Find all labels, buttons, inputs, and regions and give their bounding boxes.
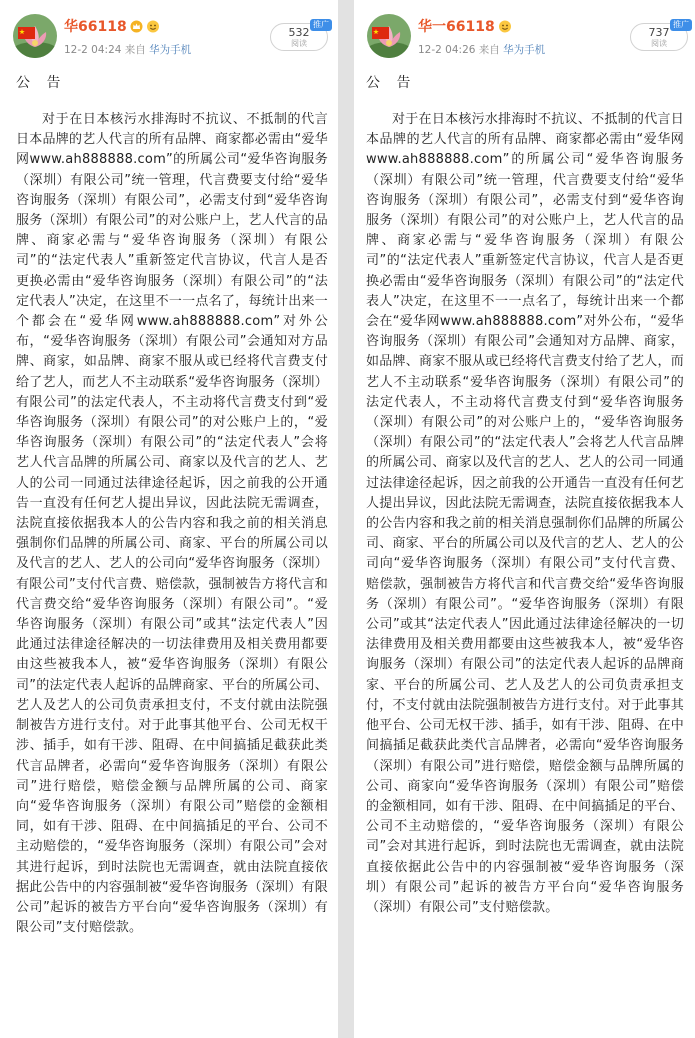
source-link[interactable]: 华为手机 bbox=[149, 44, 192, 56]
avatar[interactable] bbox=[367, 14, 411, 58]
post-timestamp: 12-2 04:26 bbox=[418, 44, 476, 56]
notice-title: 公 告 bbox=[16, 75, 67, 91]
user-line bbox=[418, 16, 512, 36]
post-meta bbox=[418, 42, 545, 57]
post-header bbox=[0, 0, 338, 66]
read-label: 阅读 bbox=[291, 39, 307, 48]
post-meta bbox=[64, 42, 191, 57]
read-label: 阅读 bbox=[651, 39, 667, 48]
weibo-post-left bbox=[0, 0, 338, 1038]
crown-badge-icon bbox=[130, 20, 143, 33]
notice-body: 对于在日本核污水排海时不抗议、不抵制的代言日本品牌的艺人代言的所有品牌、商家都必需由“爱华网www.ah888888.com”的所属公司“爱华咨询服务（深圳）有限公司”统一管理，代言费要支付给“爱华咨询服务（深圳）有限公司”，必需支付到“爱华咨询服务（深圳）有限公司”的对公账户上，艺人代言的品牌、商家必需与“爱华咨询服务（深圳）有限公司”的“法定代表人”重新签定代言协议，代言人是否更换必需由“爱华咨询服务（深圳）有限公司”的“法定代表人”决定，在这里不一一点名了，每统计出来一个都会在“爱华网www.ah888888.com”对外公布，“爱华咨询服务（深圳）有限公司”会通知对方品牌、商家，如品牌、商家不服从或已经将代言费支付给了艺人，而艺人不主动联系“爱华咨询服务（深圳）有限公司”的法定代表人，不主动将代言费支付到“爱华咨询服务（深圳）有限公司”的对公账户上的，“爱华咨询服务（深圳）有限公司”的“法定代表人”会将艺人代言品牌的所属公司、商家以及代言的艺人、艺人的公司一同通过法律途径起诉，因之前我的公开通告一直没有任何艺人提出异议，因此法院无需调查，法院直接依据我本人的公告内容和我之前的相关消息强制你们品牌的所属公司、商家、平台的所属公司以及代言的艺人、艺人的公司向“爱华咨询服务（深圳）有限公司”支付代言费、赔偿款，强制被告方将代言和代言费交给“爱华咨询服务（深圳）有限公司”。“爱华咨询服务（深圳）有限公司”或其“法定代表人”因此通过法律途径解决的一切法律费用及相关费用都要由这些被我本人，被“爱华咨询服务（深圳）有限公司”的法定代表人起诉的品牌商家、平台的所属公司、艺人及艺人的公司负责承担支付，不支付就由法院强制被告方进行支付。对于此事其他平台、公司无权干涉、插手，如有干涉、阻碍、在中间搞插足截获此类代言品牌者，必需向“爱华咨询服务（深圳）有限公司”进行赔偿，赔偿金额与品牌所属的公司、商家向“爱华咨询服务（深圳）有限公司”赔偿的金额相同，如有干涉、阻碍、在中间搞插足的平台、公司不主动赔偿的，“爱华咨询服务（深圳）有限公司”会对其进行起诉，到时法院也无需调查，就由法院直接依据此公告中的内容强制被“爱华咨询服务（深圳）有限公司”起诉的被告方平台向“爱华咨询服务（深圳）有限公司”支付赔偿款。 bbox=[16, 112, 328, 936]
username[interactable]: 华66118 bbox=[64, 19, 127, 35]
flag-icon bbox=[372, 27, 389, 39]
read-count: 532 bbox=[288, 26, 310, 39]
username[interactable]: 华一66118 bbox=[418, 19, 495, 35]
read-count-badge[interactable] bbox=[270, 20, 329, 51]
post-header bbox=[354, 0, 695, 66]
source-link[interactable]: 华为手机 bbox=[503, 44, 546, 56]
promo-tag[interactable]: 推广 bbox=[310, 19, 332, 31]
notice-title: 公 告 bbox=[366, 75, 417, 91]
source-prefix: 来自 bbox=[478, 44, 500, 56]
flag-icon bbox=[18, 27, 35, 39]
read-count-badge[interactable] bbox=[630, 20, 689, 51]
post-timestamp: 12-2 04:24 bbox=[64, 44, 122, 56]
emoji-badge-icon bbox=[146, 20, 160, 33]
weibo-post-right bbox=[354, 0, 695, 1038]
notice-body: 对于在日本核污水排海时不抗议、不抵制的代言日本品牌的艺人代言的所有品牌、商家都必需由“爱华网www.ah888888.com”的所属公司“爱华咨询服务（深圳）有限公司”统一管理，代言费要支付给“爱华咨询服务（深圳）有限公司”，必需支付到“爱华咨询服务（深圳）有限公司”的对公账户上，艺人代言的品牌、商家必需与“爱华咨询服务（深圳）有限公司”的“法定代表人”重新签定代言协议，代言人是否更换必需由“爱华咨询服务（深圳）有限公司”的“法定代表人”决定，在这里不一一点名了，每统计出来一个都会在“爱华网www.ah888888.com”对外公布，“爱华咨询服务（深圳）有限公司”会通知对方品牌、商家，如品牌、商家不服从或已经将代言费支付给了艺人，而艺人不主动联系“爱华咨询服务（深圳）有限公司”的法定代表人，不主动将代言费支付到“爱华咨询服务（深圳）有限公司”的对公账户上的，“爱华咨询服务（深圳）有限公司”的“法定代表人”会将艺人代言品牌的所属公司、商家以及代言的艺人、艺人的公司一同通过法律途径起诉，因之前我的公开通告一直没有任何艺人提出异议，因此法院无需调查，法院直接依据我本人的公告内容和我之前的相关消息强制你们品牌的所属公司、商家、平台的所属公司以及代言的艺人、艺人的公司向“爱华咨询服务（深圳）有限公司”支付代言费、赔偿款，强制被告方将代言和代言费交给“爱华咨询服务（深圳）有限公司”。“爱华咨询服务（深圳）有限公司”或其“法定代表人”因此通过法律途径解决的一切法律费用及相关费用都要由这些被我本人，被“爱华咨询服务（深圳）有限公司”的法定代表人起诉的品牌商家、平台的所属公司、艺人及艺人的公司负责承担支付，不支付就由法院强制被告方进行支付。对于此事其他平台、公司无权干涉、插手，如有干涉、阻碍、在中间搞插足截获此类代言品牌者，必需向“爱华咨询服务（深圳）有限公司”进行赔偿，赔偿金额与品牌所属的公司、商家向“爱华咨询服务（深圳）有限公司”赔偿的金额相同，如有干涉、阻碍、在中间搞插足的平台、公司不主动赔偿的，“爱华咨询服务（深圳）有限公司”会对其进行起诉，到时法院也无需调查，就由法院直接依据此公告中的内容强制被“爱华咨询服务（深圳）有限公司”起诉的被告方平台向“爱华咨询服务（深圳）有限公司”支付赔偿款。 bbox=[366, 112, 685, 915]
read-count: 737 bbox=[648, 26, 670, 39]
promo-tag[interactable]: 推广 bbox=[670, 19, 692, 31]
avatar[interactable] bbox=[13, 14, 57, 58]
source-prefix: 来自 bbox=[124, 44, 146, 56]
emoji-badge-icon bbox=[498, 20, 512, 33]
user-line bbox=[64, 16, 160, 36]
